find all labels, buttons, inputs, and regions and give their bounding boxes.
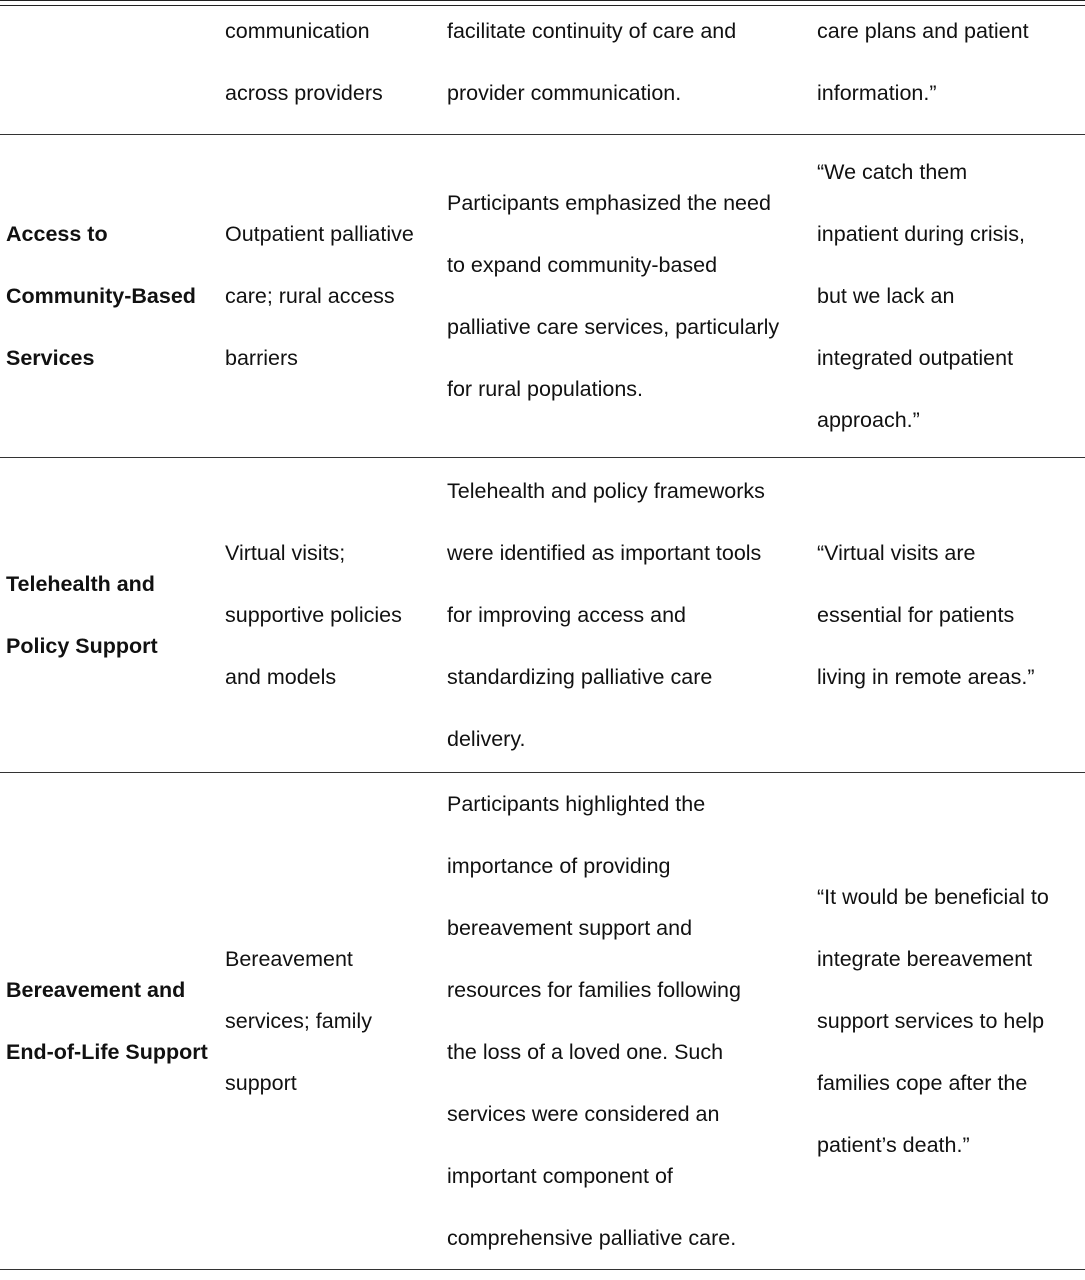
quote-cell: [817, 773, 1083, 1269]
codes-line: support: [225, 1071, 297, 1095]
quote-line: integrate bereavement: [817, 947, 1033, 971]
description-line: services were considered an: [447, 1102, 720, 1126]
description-cell: [447, 773, 813, 1269]
codes-line: across providers: [225, 81, 383, 105]
quote-line: integrated outpatient: [817, 346, 1014, 370]
codes-line: barriers: [225, 346, 298, 370]
quote-cell: [817, 458, 1083, 772]
codes-cell: [225, 0, 443, 124]
description-line: bereavement support and: [447, 916, 693, 940]
table-row: [0, 458, 1085, 773]
codes-line: services; family: [225, 1009, 372, 1033]
description-line: for rural populations.: [447, 377, 643, 401]
table-row: [0, 773, 1085, 1270]
description-line: Participants highlighted the: [447, 792, 706, 816]
description-line: for improving access and: [447, 603, 686, 627]
quote-line: but we lack an: [817, 284, 955, 308]
codes-cell: [225, 773, 443, 1269]
codes-line: and models: [225, 665, 337, 689]
description-cell: [447, 0, 813, 124]
codes-line: Outpatient palliative: [225, 222, 414, 246]
theme-cell: [6, 773, 220, 1269]
codes-line: communication: [225, 19, 370, 43]
theme-line: Bereavement and: [6, 978, 186, 1002]
codes-cell: [225, 458, 443, 772]
theme-line: Services: [6, 346, 95, 370]
description-line: importance of providing: [447, 854, 671, 878]
description-line: resources for families following: [447, 978, 741, 1002]
description-line: were identified as important tools: [447, 541, 762, 565]
description-line: Participants emphasized the need: [447, 191, 771, 215]
quote-line: “It would be beneficial to: [817, 885, 1049, 909]
quote-line: essential for patients: [817, 603, 1015, 627]
description-line: facilitate continuity of care and: [447, 19, 737, 43]
quote-line: families cope after the: [817, 1071, 1028, 1095]
theme-line: Access to: [6, 222, 108, 246]
description-line: to expand community-based: [447, 253, 718, 277]
codes-line: supportive policies: [225, 603, 402, 627]
description-line: palliative care services, particularly: [447, 315, 780, 339]
table-row: [0, 135, 1085, 458]
codes-line: care; rural access: [225, 284, 395, 308]
description-cell: [447, 135, 813, 457]
codes-line: Bereavement: [225, 947, 353, 971]
table-row: [0, 0, 1085, 135]
quote-line: “Virtual visits are: [817, 541, 976, 565]
theme-line: Telehealth and: [6, 572, 155, 596]
quote-cell: [817, 135, 1083, 457]
theme-cell: [6, 135, 220, 457]
quote-line: living in remote areas.”: [817, 665, 1035, 689]
quote-cell: [817, 0, 1083, 124]
description-cell: [447, 458, 813, 772]
description-line: important component of: [447, 1164, 673, 1188]
description-line: standardizing palliative care: [447, 665, 713, 689]
codes-line: Virtual visits;: [225, 541, 346, 565]
codes-cell: [225, 135, 443, 457]
quote-line: approach.”: [817, 408, 920, 432]
description-line: comprehensive palliative care.: [447, 1226, 737, 1250]
quote-line: care plans and patient: [817, 19, 1029, 43]
description-line: the loss of a loved one. Such: [447, 1040, 724, 1064]
description-line: delivery.: [447, 727, 526, 751]
description-line: provider communication.: [447, 81, 682, 105]
quote-line: “We catch them: [817, 160, 968, 184]
description-line: Telehealth and policy frameworks: [447, 479, 765, 503]
theme-line: Policy Support: [6, 634, 158, 658]
quote-line: patient’s death.”: [817, 1133, 970, 1157]
quote-line: inpatient during crisis,: [817, 222, 1025, 246]
quote-line: support services to help: [817, 1009, 1045, 1033]
theme-cell: [6, 0, 220, 124]
quote-line: information.”: [817, 81, 937, 105]
theme-line: Community-Based: [6, 284, 196, 308]
theme-cell: [6, 458, 220, 772]
theme-line: End-of-Life Support: [6, 1040, 208, 1064]
